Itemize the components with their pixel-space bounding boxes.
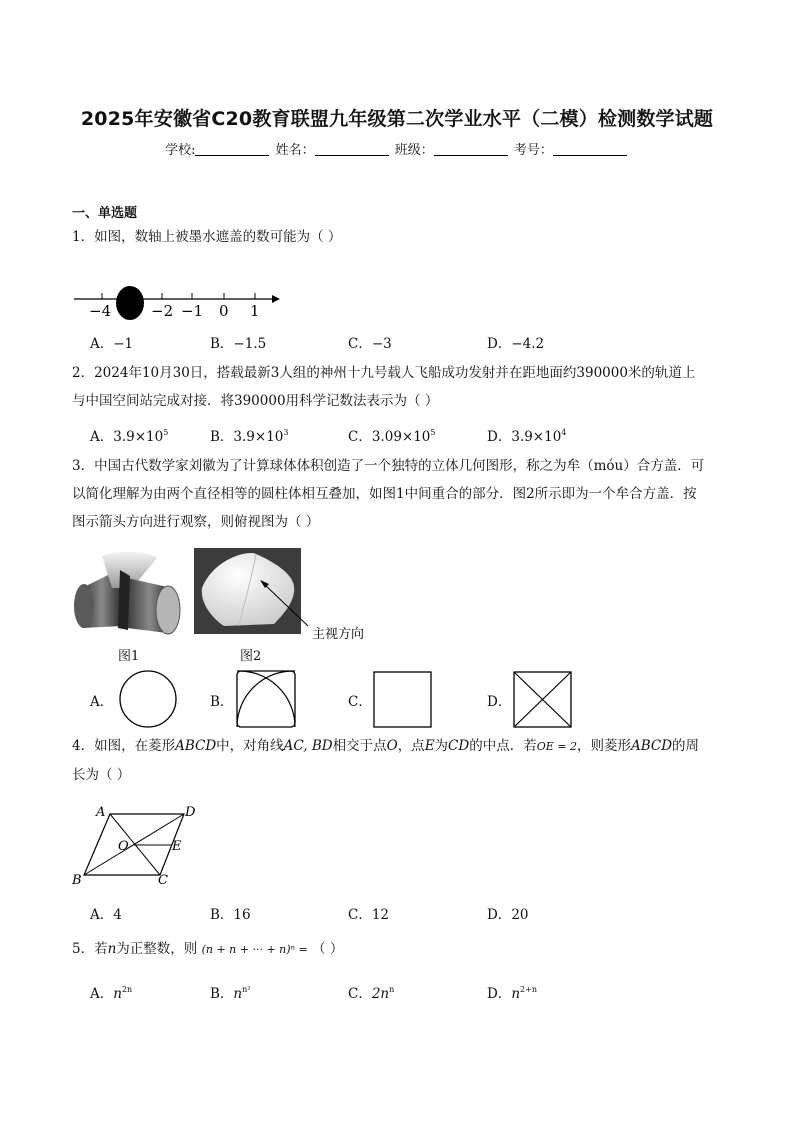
tick-label-0: 0 <box>219 302 229 320</box>
figure-2-caption: 图2 <box>240 649 262 664</box>
q4-option-b[interactable]: B．16 <box>210 907 251 923</box>
tick-label-minus-1: −1 <box>181 302 204 320</box>
q3-line-2: 以简化理解为由两个直径相等的圆柱体相互叠加，如图1中间重合的部分．图2所示即为一个牟合方盖．按 <box>72 486 697 502</box>
ink-blot <box>116 286 144 320</box>
q3-option-c-label[interactable]: C． <box>348 694 372 710</box>
q3-option-d-label[interactable]: D． <box>487 694 512 710</box>
q2-option-a[interactable]: A．$3.9\times 10^5$ <box>90 428 169 445</box>
q1-stem: 1．如图，数轴上被墨水遮盖的数可能为（ ） <box>72 229 342 245</box>
q1-option-a[interactable]: A．−1 <box>90 336 134 352</box>
q5-option-b[interactable]: B．$n^{n^2}$ <box>210 985 251 1002</box>
q3-option-a-circle[interactable] <box>117 669 179 729</box>
tick-label-1: 1 <box>250 302 260 320</box>
q4-option-a[interactable]: A．4 <box>90 907 122 923</box>
figure-1-caption: 图1 <box>118 649 140 664</box>
exam-no-label: 考号： <box>513 143 553 158</box>
q5-option-a[interactable]: A．$n^{2n}$ <box>90 985 133 1002</box>
q2-line-2: 与中国空间站完成对接．将390000用科学记数法表示为（ ） <box>72 393 439 409</box>
q1-number-line <box>72 282 282 326</box>
q5-option-c[interactable]: C．$2n^n$ <box>348 985 395 1002</box>
q3-option-b-arcs[interactable] <box>235 669 297 729</box>
q3-figure-2 <box>194 548 384 644</box>
q2-line-1: 2．2024年10月30日，搭载最新3人组的神州十九号载人飞船成功发射并在距地面约390000米的轨道上 <box>72 365 696 381</box>
number-line-arrow <box>272 295 280 303</box>
student-info-line <box>0 139 794 158</box>
q3-option-d-square-cross[interactable] <box>512 670 574 730</box>
point-d-label: D <box>185 805 196 820</box>
point-b-label: B <box>72 873 82 888</box>
q1-option-b[interactable]: B．−1.5 <box>210 336 267 352</box>
page-title: 2025年安徽省C20教育联盟九年级第二次学业水平（二模）检测数学试题 <box>80 108 714 130</box>
school-label: 学校: <box>165 143 196 158</box>
q3-option-c-square[interactable] <box>372 670 434 730</box>
name-label: 姓名： <box>275 143 315 158</box>
q2-option-b[interactable]: B．$3.9\times 10^3$ <box>210 428 289 445</box>
q3-line-3: 图示箭头方向进行观察，则俯视图为（ ） <box>72 514 320 530</box>
class-blank[interactable] <box>434 143 508 156</box>
q4-line-1: 4．如图，在菱形ABCD中，对角线AC, BD相交于点O，点E为CD的中点．若OE = 2，则菱形ABCD的周 <box>72 738 700 754</box>
q3-line-1: 3．中国古代数学家刘徽为了计算球体体积创造了一个独特的立体几何图形，称之为牟（móu）合方盖．可 <box>72 458 705 474</box>
q4-option-c[interactable]: C．12 <box>348 907 390 923</box>
section-heading: 一、单选题 <box>72 206 138 221</box>
point-c-label: C <box>158 873 168 888</box>
q2-option-d[interactable]: D．$3.9\times 10^4$ <box>487 428 567 445</box>
tick-label-minus-2: −2 <box>151 302 174 320</box>
school-blank[interactable] <box>195 143 269 156</box>
q4-option-d[interactable]: D．20 <box>487 907 529 923</box>
q3-option-a-label[interactable]: A． <box>90 694 114 710</box>
q4-line-2: 长为（ ） <box>72 767 131 783</box>
exam-no-blank[interactable] <box>553 143 627 156</box>
name-blank[interactable] <box>315 143 389 156</box>
point-o-label: O <box>118 839 129 854</box>
q4-rhombus-figure <box>72 800 202 888</box>
q5-expression: (n + n + ··· + n)ⁿ = <box>201 943 308 956</box>
q1-option-d[interactable]: D．−4.2 <box>487 336 545 352</box>
view-direction-label: 主视方向 <box>312 627 365 642</box>
tick-label-minus-4: −4 <box>89 302 112 320</box>
class-label: 班级： <box>394 143 434 158</box>
q3-option-b-label[interactable]: B． <box>210 694 234 710</box>
q1-option-c[interactable]: C．−3 <box>348 336 392 352</box>
point-e-label: E <box>172 839 182 854</box>
point-a-label: A <box>96 805 106 820</box>
q5-stem: 5．若n为正整数，则 (n + n + ··· + n)ⁿ = （ ） <box>72 941 344 957</box>
q2-option-c[interactable]: C．$3.09\times 10^5$ <box>348 428 436 445</box>
q5-option-d[interactable]: D．$n^{2+n}$ <box>487 985 537 1002</box>
q3-figure-1 <box>72 548 182 638</box>
